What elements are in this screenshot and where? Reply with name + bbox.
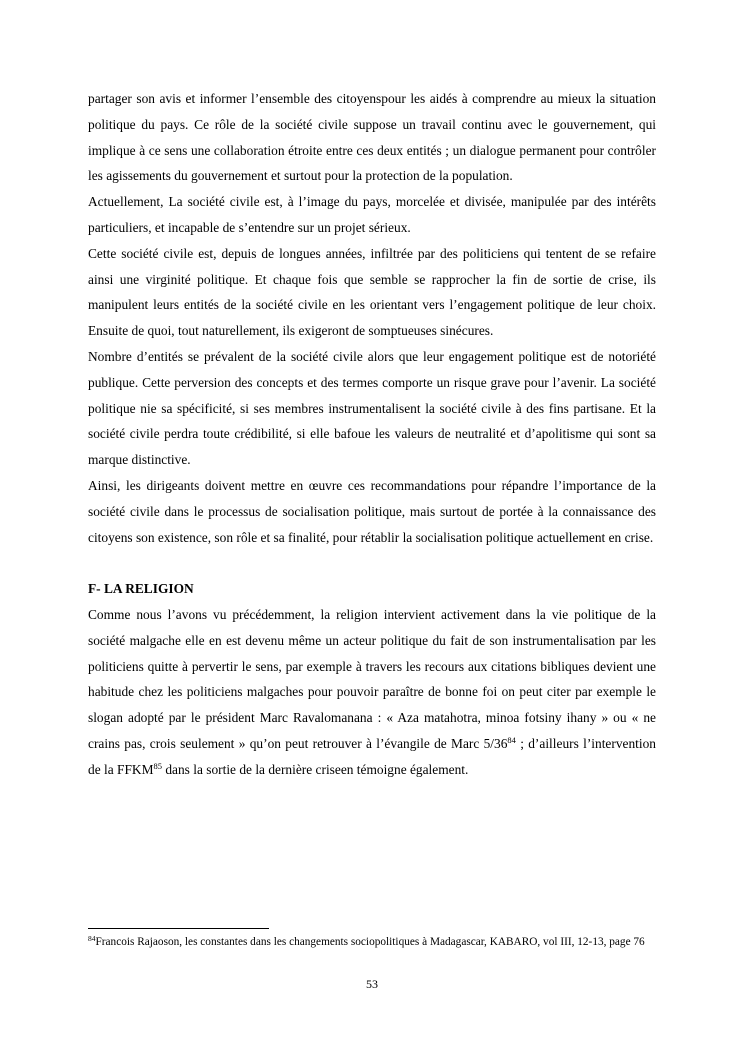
footnote-separator — [88, 928, 269, 929]
section-heading-religion: F- LA RELIGION — [88, 581, 194, 597]
paragraph-political-engagement: Nombre d’entités se prévalent de la société civile alors que leur engagement politique est de notoriété publique. Cette perversion des concepts et des termes comporte un risque grave pour l’avenir. La société politique nie sa spécificité, si ses membres instrumentalisent la société civile à des fins partisane. Et la société civile perdra toute crédibilité, si elle bafoue les valeurs de neutralité et d’apolitisme qui sont sa marque distinctive. — [88, 348, 656, 468]
paragraph-religion — [88, 602, 656, 783]
paragraph-civil-society-divided: Actuellement, La société civile est, à l’image du pays, morcelée et divisée, manipulée par des intérêts particuliers, et incapable de s’entendre sur un projet sérieux. — [88, 194, 656, 235]
religion-text-part3: dans la sortie de la dernière criseen témoigne également. — [161, 761, 469, 777]
footnote-text: Francois Rajaoson, les constantes dans les changements sociopolitiques à Madagascar, KABARO, vol III, 12-13, page 76 — [95, 936, 645, 948]
page-number: 53 — [366, 977, 378, 991]
footnote-84 — [88, 934, 656, 950]
religion-text-part1: Comme nous l’avons vu précédemment, la religion intervient activement dans la vie politique de la société malgache elle en est devenu même un acteur politique du fait de son instrumentalisation par les politiciens quitte à pervertir le sens, par exemple à travers les recours aux citations bibliques devient une habitude chez les politiciens malgaches pour pouvoir paraître de bonne foi on peut citer par exemple le slogan adopté par le président Marc Ravalomanana : « Aza matahotra, minoa fotsiny ihany » ou « ne crains pas, crois seulement » qu’on peut retrouver à l’évangile de Marc 5/36 — [88, 606, 656, 751]
religion-text-part2: ; d’ailleurs l’intervention de la FFKM — [88, 735, 656, 777]
footnote-reference-85: 85 — [153, 760, 162, 771]
paragraph-civil-society-infiltrated: Cette société civile est, depuis de longues années, infiltrée par des politiciens qui tentent de se refaire ainsi une virginité politique. Et chaque fois que semble se rapprocher la fin de sortie de crise, ils manipulent leurs entités de la société civile en les orientant vers l’engagement politique de leur choix. Ensuite de quoi, tout naturellement, ils exigeront de somptueuses sinécures. — [88, 245, 656, 339]
paragraph-recommendations: Ainsi, les dirigeants doivent mettre en œuvre ces recommandations pour répandre l’importance de la société civile dans le processus de socialisation politique, mais surtout de portée à la connaissance des citoyens son existence, son rôle et sa finalité, pour rétablir la socialisation politique actuellement en crise. — [88, 477, 656, 545]
footnote-number: 84 — [88, 934, 96, 943]
footnote-reference-84: 84 — [507, 734, 516, 745]
paragraph-civil-society-role: partager son avis et informer l’ensemble des citoyenspour les aidés à comprendre au mieux la situation politique du pays. Ce rôle de la société civile suppose un travail continu avec le gouvernement, qui implique à ce sens une collaboration étroite entre ces deux entités ; un dialogue permanent pour contrôler les agissements du gouvernement et surtout pour la protection de la population. — [88, 91, 656, 184]
body-text — [88, 86, 656, 783]
